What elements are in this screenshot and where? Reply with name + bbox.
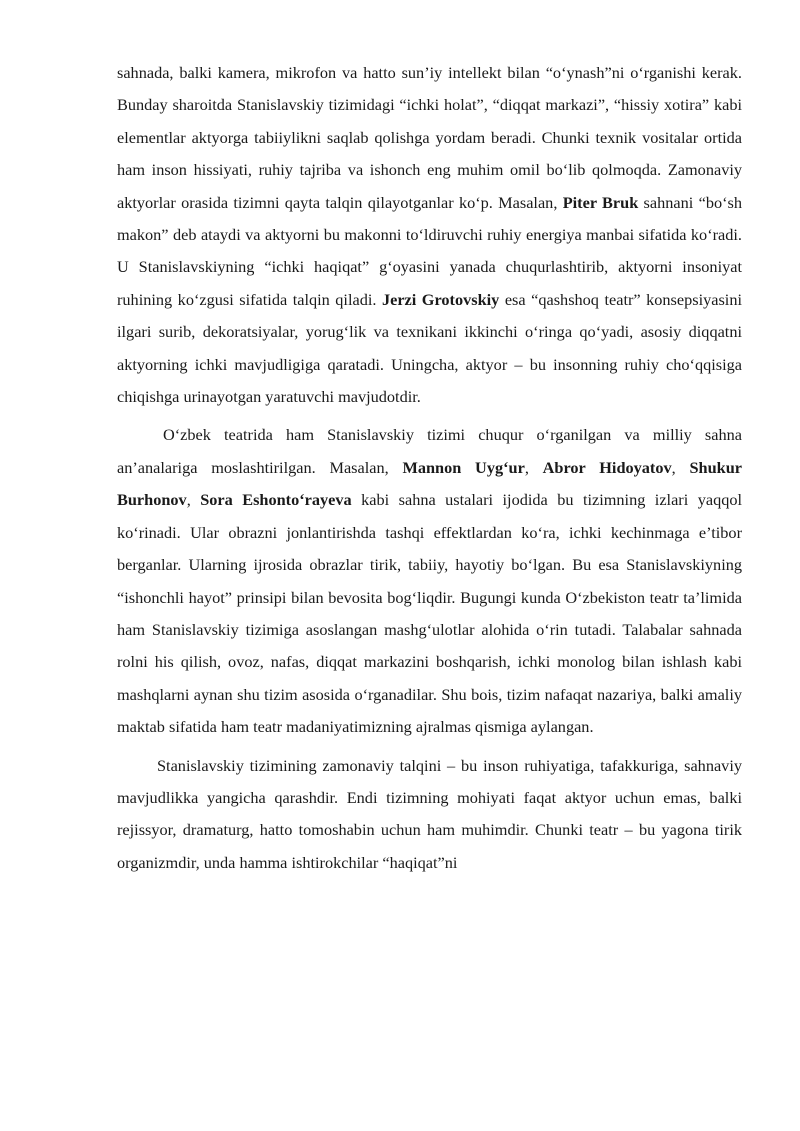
separator: ,: [671, 457, 690, 477]
bold-name-abror-hidoyatov: Abror Hidoyatov: [542, 457, 672, 477]
paragraph-text: sahnada, balki kamera, mikrofon va hatto sun’iy intellekt bilan “o‘ynash”ni o‘rganishi kerak. Bunday sharoitda Stanislavskiy tizimidagi “ichki holat”, “diqqat markazi”, “hissiy xotira” kabi elementlar aktyorga tabiiylikni saqlab qolishga yordam beradi. Chunki texnik vositalar ortida ham inson hissiyati, ruhiy tajriba va ishonch eng muhim omil bo‘lib qolmoqda. Zamonaviy aktyorlar orasida tizimni qayta talqin qilayotganlar ko‘p. Masalan,: [117, 63, 742, 212]
bold-name-sora-eshontorayeva: Sora Eshonto‘rayeva: [200, 490, 352, 510]
bold-name-shukur-burhonov: Shukur Burhonov: [117, 457, 743, 510]
paragraph-text: sahnani “bo‘sh makon” deb ataydi va aktyorni bu makonni to‘ldiruvchi ruhiy energiya manbai sifatida ko‘radi. U Stanislavskiyning “ichki haqiqat” g‘oyasini yanada chuqurlashtirib, aktyorni insoniyat ruhining ko‘zgusi sifatida talqin qiladi.: [117, 192, 742, 309]
bold-name-mannon-uyghur: Mannon Uyg‘ur: [402, 457, 525, 477]
bold-name-jerzi-grotovskiy: Jerzi Grotovskiy: [381, 289, 500, 309]
paragraph-1: [117, 57, 742, 413]
bold-name-piter-bruk: Piter Bruk: [562, 192, 639, 212]
paragraph-3: [117, 750, 742, 880]
separator: ,: [524, 457, 543, 477]
paragraph-text: Stanislavskiy tizimining zamonaviy talqini – bu inson ruhiyatiga, tafakkuriga, sahnaviy mavjudlikka yangicha qarashdir. Endi tizimning mohiyati faqat aktyor uchun emas, balki rejissyor, dramaturg, hatto tomoshabin uchun ham muhimdir. Chunki teatr – bu yagona tirik organizmdir, unda hamma ishtirokchilar “haqiqat”ni: [117, 755, 742, 872]
paragraph-text: O‘zbek teatrida ham Stanislavskiy tizimi chuqur o‘rganilgan va milliy sahna an’analariga moslashtirilgan. Masalan,: [117, 425, 742, 477]
separator: ,: [186, 490, 201, 510]
paragraph-text: esa “qashshoq teatr” konsepsiyasini ilgari surib, dekoratsiyalar, yorug‘lik va texnikani ikkinchi o‘ringa qo‘yadi, asosiy diqqatni aktyorning ichki mavjudligiga qaratadi. Uningcha, aktyor – bu insonning ruhiy cho‘qqisiga chiqishga urinayotgan yaratuvchi mavjudotdir.: [117, 289, 742, 407]
paragraph-text: kabi sahna ustalari ijodida bu tizimning izlari yaqqol ko‘rinadi. Ular obrazni jonlantirishda tashqi effektlardan ko‘ra, ichki kechinmaga e’tibor berganlar. Ularning ijrosida obrazlar tirik, tabiiy, hayotiy bo‘lgan. Bu esa Stanislavskiyning “ishonchli hayot” prinsipi bilan bevosita bog‘liqdir. Bugungi kunda O‘zbekiston teatr ta’limida ham Stanislavskiy tizimiga asoslangan mashg‘ulotlar alohida o‘rin tutadi. Talabalar sahnada rolni his qilish, ovoz, nafas, diqqat markazini boshqarish, ichki monolog bilan ishlash kabi mashqlarni aynan shu tizim asosida o‘rganadilar. Shu bois, tizim nafaqat nazariya, balki amaliy maktab sifatida ham teatr madaniyatimizning ajralmas qismiga aylangan.: [117, 490, 743, 737]
paragraph-2: [117, 419, 742, 743]
